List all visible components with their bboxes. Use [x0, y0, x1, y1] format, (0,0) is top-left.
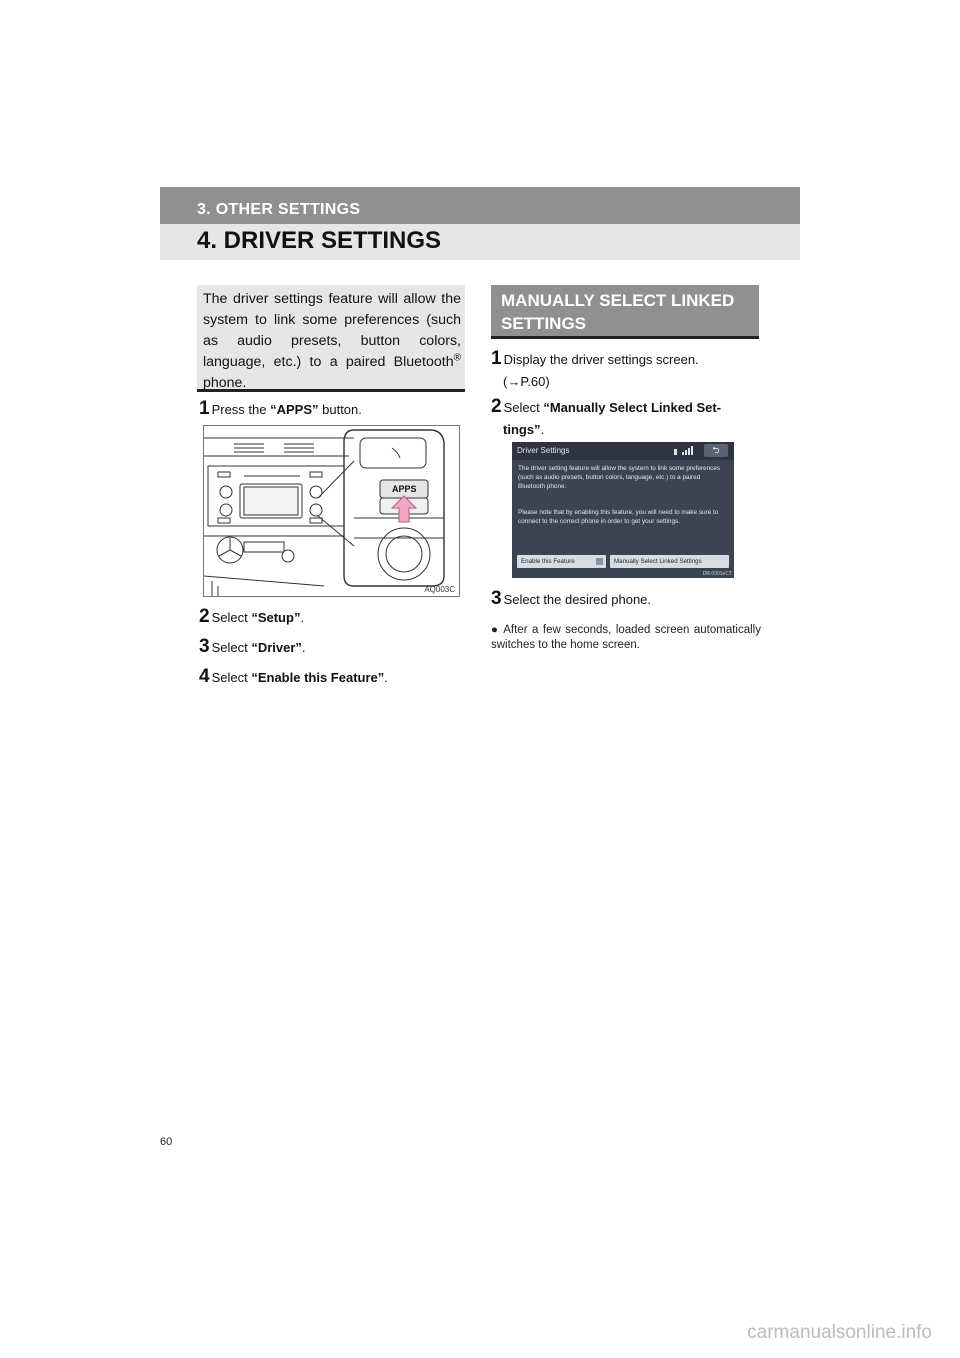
- enable-feature-label: Enable this Feature: [521, 558, 575, 565]
- section-label: 3. OTHER SETTINGS: [197, 201, 361, 218]
- left-step-1: [199, 398, 362, 420]
- signal-icon: [674, 446, 696, 456]
- enable-feature-button[interactable]: [517, 555, 606, 568]
- section-heading-line1: MANUALLY SELECT LINKED: [501, 291, 735, 310]
- page-number: 60: [160, 1136, 173, 1148]
- step-text: Select: [503, 400, 544, 415]
- driver-settings-screen: [512, 442, 734, 578]
- step-keyword: “Manually Select Linked Set-: [543, 400, 722, 415]
- step-number: 1: [491, 348, 502, 369]
- intro-text: The driver settings feature will allow the system to link some preferences (such as audio presets, button colors, language, etc.) to a paired Bluetooth: [203, 291, 461, 370]
- note-text: After a few seconds, loaded screen automatically switches to the home screen.: [491, 624, 761, 651]
- step-number: 2: [199, 606, 210, 627]
- section-heading: [491, 285, 759, 339]
- registered-mark: ®: [453, 352, 461, 364]
- intro-box: [197, 285, 465, 392]
- step-text: Press the: [211, 402, 271, 417]
- step-text: Select: [211, 670, 252, 685]
- step-text-end: .: [540, 422, 545, 437]
- step-keyword: “Driver”: [251, 640, 302, 655]
- page-title-bar: [160, 224, 800, 260]
- back-button[interactable]: ⮌: [704, 444, 728, 457]
- section-header-bar: [160, 187, 800, 224]
- step-text-end: button.: [318, 402, 362, 417]
- right-step-2: [491, 396, 761, 441]
- step-text-end: .: [300, 610, 305, 625]
- bullet-icon: ●: [491, 624, 500, 636]
- section-heading-line2: SETTINGS: [501, 314, 587, 333]
- step-keyword: “APPS”: [270, 402, 319, 417]
- watermark: carmanualsonline.info: [747, 1322, 932, 1343]
- step-text: Display the driver settings screen.: [503, 352, 699, 367]
- checkbox-icon: [596, 558, 603, 565]
- step-number: 4: [199, 666, 210, 687]
- left-step-4: [199, 666, 388, 688]
- step-text: Select: [211, 640, 252, 655]
- step-number: 2: [491, 396, 502, 417]
- dashboard-drawing: [204, 426, 460, 597]
- step-text: Select: [211, 610, 252, 625]
- page-title: 4. DRIVER SETTINGS: [197, 227, 442, 254]
- step-reference: (→P.60): [503, 374, 550, 389]
- screen-code: DR.0001eCT: [702, 571, 732, 577]
- left-step-2: [199, 606, 304, 628]
- manually-select-button[interactable]: Manually Select Linked Settings: [610, 555, 729, 568]
- step-text-end: .: [301, 640, 306, 655]
- step-number: 3: [199, 636, 210, 657]
- right-step-3: [491, 588, 651, 610]
- screen-title: Driver Settings: [517, 446, 570, 455]
- illustration-code: AQ003C: [424, 585, 455, 594]
- right-step-1: [491, 348, 761, 393]
- step-text-end: .: [384, 670, 388, 685]
- intro-text-end: phone.: [203, 375, 247, 391]
- dashboard-illustration: [203, 425, 460, 597]
- step-text: Select the desired phone.: [503, 592, 652, 607]
- screen-paragraph-1: The driver setting feature will allow the system to link some preferences (such as audio presets, button colors, language, etc.) to a paired Bluetooth phone.: [518, 465, 721, 490]
- screen-title-bar: [512, 442, 734, 460]
- left-step-3: [199, 636, 306, 658]
- step-number: 1: [199, 398, 210, 419]
- apps-button-label: APPS: [392, 484, 417, 494]
- step-keyword: “Enable this Feature”: [251, 670, 385, 685]
- step-number: 3: [491, 588, 502, 609]
- screen-paragraph-2: Please note that by enabling this feature, you will need to make sure to connect to the correct phone in order to get your settings.: [518, 509, 719, 525]
- note: [491, 623, 761, 653]
- step-keyword-end: tings”: [503, 422, 541, 437]
- step-keyword: “Setup”: [251, 610, 301, 625]
